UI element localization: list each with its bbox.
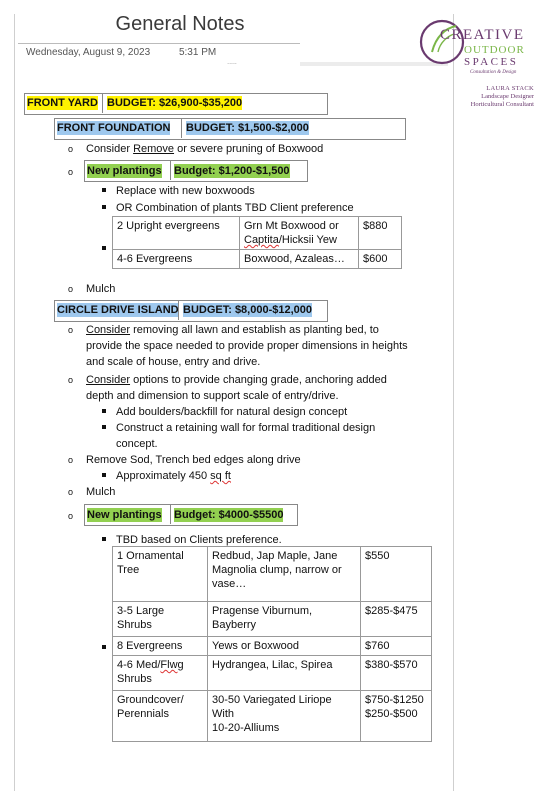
table-row: 3-5 Large Shrubs Pragense Viburnum, Bayberry $285-$475 <box>113 602 432 637</box>
note-line: OR Combination of plants TBD Client preference <box>116 202 354 214</box>
table-row: Groundcover/ Perennials 30-50 Variegated Liriope With 10-20-Alliums $750-$1250 $250-$500 <box>113 691 432 742</box>
note-line: provide the space needed to provide proper dimensions in heights <box>86 340 408 352</box>
note-line: depth and dimension to support scale of entry/drive. <box>86 390 339 402</box>
note-line: Consider options to provide changing grade, anchoring added <box>86 374 387 386</box>
circle-drive-label: CIRCLE DRIVE ISLAND <box>57 304 179 316</box>
table-row: 1 Ornamental Tree Redbud, Jap Maple, Jane Magnolia clump, narrow or vase… $550 <box>113 547 432 602</box>
front-foundation-label: FRONT FOUNDATION <box>57 122 171 134</box>
circle-drive-plant-table <box>112 546 432 742</box>
date-line <box>26 47 216 58</box>
front-yard-budget: BUDGET: $26,900-$35,200 <box>107 97 243 109</box>
note-line: Approximately 450 sq ft <box>116 470 231 482</box>
new-plantings-budget: Budget: $1,200-$1,500 <box>174 165 290 177</box>
note-line: concept. <box>116 438 158 450</box>
logo-line2: OUTDOOR <box>464 44 525 56</box>
foundation-plant-table <box>112 216 402 269</box>
bullet-icon: o <box>68 167 74 177</box>
front-foundation-budget: BUDGET: $1,500-$2,000 <box>186 122 309 134</box>
note-line: Mulch <box>86 486 116 498</box>
designer-signature: LAURA STACK Landscape Designer Horticultural Consultant <box>470 85 534 108</box>
square-bullet-icon <box>102 188 106 192</box>
new-plantings-label: New plantings <box>87 165 162 177</box>
note-line: Add boulders/backfill for natural design concept <box>116 406 348 418</box>
bullet-icon: o <box>68 325 74 335</box>
table-row: 2 Upright evergreens Grn Mt Boxwood or Captita/Hicksii Yew $880 <box>113 217 402 250</box>
note-date: Wednesday, August 9, 2023 <box>26 47 151 58</box>
table-row: 4-6 Med/Flwg Shrubs Hydrangea, Lilac, Spirea $380-$570 <box>113 656 432 691</box>
square-bullet-icon <box>102 205 106 209</box>
note-time: 5:31 PM <box>178 47 217 58</box>
title-underline <box>18 43 300 44</box>
page-title[interactable]: General Notes <box>115 13 245 35</box>
drag-handle[interactable]: ..... <box>227 59 237 66</box>
logo-tagline: Consultation & Design <box>470 70 517 75</box>
table-row: 8 Evergreens Yews or Boxwood $760 <box>113 637 432 656</box>
note-line: Consider Remove or severe pruning of Boxwood <box>86 143 324 155</box>
square-bullet-icon <box>102 409 106 413</box>
square-bullet-icon <box>102 537 106 541</box>
square-bullet-icon <box>102 425 106 429</box>
bullet-icon: o <box>68 375 74 385</box>
square-bullet-icon <box>102 645 106 649</box>
note-line: TBD based on Clients preference. <box>116 534 282 546</box>
creative-outdoor-spaces-logo <box>418 12 544 76</box>
bullet-icon: o <box>68 487 74 497</box>
note-line: Construct a retaining wall for formal traditional design <box>116 422 376 434</box>
note-line: Remove Sod, Trench bed edges along drive <box>86 454 301 466</box>
bullet-icon: o <box>68 284 74 294</box>
note-line: Replace with new boxwoods <box>116 185 255 197</box>
bullet-icon: o <box>68 144 74 154</box>
circle-drive-budget: BUDGET: $8,000-$12,000 <box>183 304 313 316</box>
logo-line3: SPACES <box>464 56 519 68</box>
new-plantings-budget: Budget: $4000-$5500 <box>174 509 284 521</box>
front-yard-label: FRONT YARD <box>27 97 98 109</box>
new-plantings-label: New plantings <box>87 509 162 521</box>
logo-line1: CREATIVE <box>440 27 525 43</box>
bullet-icon: o <box>68 455 74 465</box>
note-line: and scale of house, entry and drive. <box>86 356 261 368</box>
note-line: Mulch <box>86 283 116 295</box>
table-row: 4-6 Evergreens Boxwood, Azaleas… $600 <box>113 250 402 269</box>
bullet-icon: o <box>68 511 74 521</box>
square-bullet-icon <box>102 246 106 250</box>
square-bullet-icon <box>102 473 106 477</box>
note-line: Consider removing all lawn and establish as planting bed, to <box>86 324 379 336</box>
